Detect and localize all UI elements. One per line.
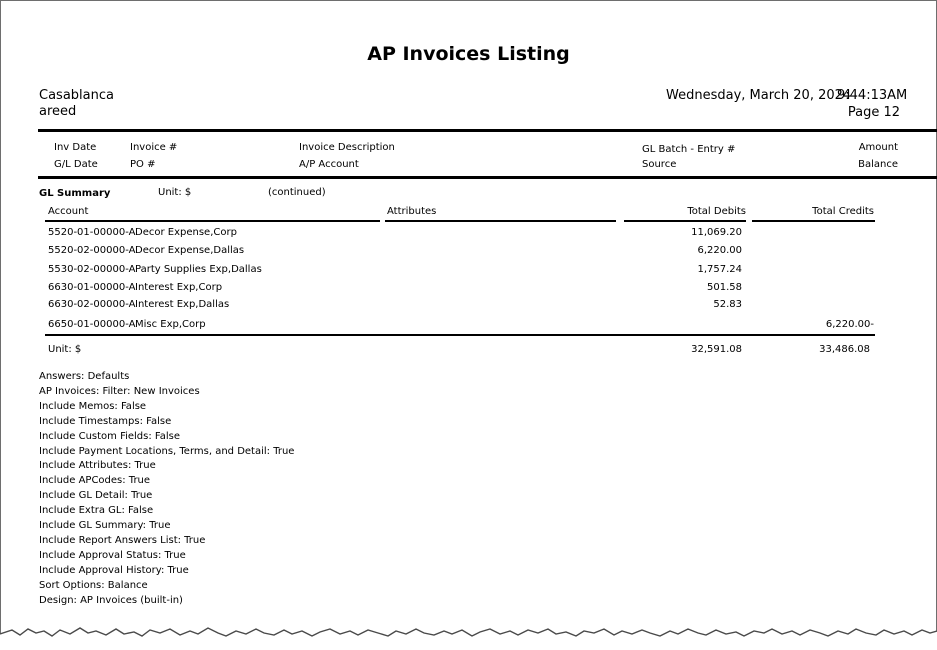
gl-col-debits-underline <box>624 220 746 222</box>
gl-row-account: 6630-01-00000-A <box>48 282 136 293</box>
gl-total-credits: 33,486.08 <box>819 344 870 355</box>
gl-total-debits: 32,591.08 <box>691 344 742 355</box>
col-po-num: PO # <box>130 159 156 170</box>
gl-row-name: Misc Exp,Corp <box>135 319 206 330</box>
answer-line: AP Invoices: Filter: New Invoices <box>39 386 200 397</box>
col-gl-batch: GL Batch - Entry # <box>642 144 736 155</box>
gl-row-debit: 501.58 <box>707 282 742 293</box>
answer-line: Answers: Defaults <box>39 371 130 382</box>
torn-edge <box>0 620 937 650</box>
answer-line: Include GL Summary: True <box>39 520 171 531</box>
col-gl-date: G/L Date <box>54 159 98 170</box>
col-balance: Balance <box>858 159 898 170</box>
gl-row-account: 6650-01-00000-A <box>48 319 136 330</box>
gl-row-name: Interest Exp,Corp <box>135 282 223 293</box>
gl-col-account-underline <box>45 220 380 222</box>
user-name: areed <box>39 104 77 119</box>
gl-total-rule <box>45 334 875 336</box>
answer-line: Include Payment Locations, Terms, and Detail: True <box>39 446 295 457</box>
gl-row-account: 5520-01-00000-A <box>48 227 136 238</box>
col-source: Source <box>642 159 677 170</box>
gl-col-credits-underline <box>752 220 875 222</box>
gl-row-name: Decor Expense,Dallas <box>135 245 245 256</box>
answer-line: Include Approval Status: True <box>39 550 186 561</box>
gl-row-debit: 52.83 <box>713 299 742 310</box>
gl-row-account: 5530-02-00000-A <box>48 264 136 275</box>
answer-line: Include Timestamps: False <box>39 416 172 427</box>
col-ap-account: A/P Account <box>299 159 359 170</box>
answer-line: Include Attributes: True <box>39 460 156 471</box>
col-invoice-num: Invoice # <box>130 142 178 153</box>
report-time: 9:44:13AM <box>837 88 908 103</box>
answer-line: Include APCodes: True <box>39 475 151 486</box>
answer-line: Sort Options: Balance <box>39 580 148 591</box>
gl-row-name: Party Supplies Exp,Dallas <box>135 264 262 275</box>
gl-row-name: Decor Expense,Corp <box>135 227 237 238</box>
gl-col-account: Account <box>48 206 89 217</box>
gl-summary-heading: GL Summary <box>39 188 111 199</box>
report-date: Wednesday, March 20, 2024 <box>666 88 852 103</box>
page-number: Page 12 <box>847 105 900 120</box>
gl-col-credits: Total Credits <box>812 206 874 217</box>
gl-row-debit: 1,757.24 <box>697 264 742 275</box>
gl-row-debit: 11,069.20 <box>691 227 742 238</box>
gl-row-account: 6630-02-00000-A <box>48 299 136 310</box>
gl-col-debits: Total Debits <box>687 206 746 217</box>
header-top-rule <box>38 129 937 132</box>
header-bottom-rule <box>38 176 937 179</box>
report-title: AP Invoices Listing <box>367 43 570 65</box>
gl-col-attributes-underline <box>385 220 616 222</box>
answer-line: Include GL Detail: True <box>39 490 153 501</box>
gl-summary-continued: (continued) <box>268 187 326 198</box>
col-amount: Amount <box>858 142 898 153</box>
answer-line: Include Report Answers List: True <box>39 535 206 546</box>
col-inv-date: Inv Date <box>54 142 97 153</box>
gl-col-attributes: Attributes <box>387 206 437 217</box>
gl-row-debit: 6,220.00 <box>697 245 742 256</box>
answer-line: Include Extra GL: False <box>39 505 154 516</box>
answer-line: Include Approval History: True <box>39 565 189 576</box>
gl-total-label: Unit: $ <box>48 344 82 355</box>
company-name: Casablanca <box>39 88 114 103</box>
gl-row-account: 5520-02-00000-A <box>48 245 136 256</box>
gl-summary-unit: Unit: $ <box>158 187 192 198</box>
answer-line: Include Memos: False <box>39 401 147 412</box>
gl-row-credit: 6,220.00- <box>825 319 874 330</box>
answer-line: Design: AP Invoices (built-in) <box>39 595 183 606</box>
col-invoice-desc: Invoice Description <box>299 142 395 153</box>
answer-line: Include Custom Fields: False <box>39 431 181 442</box>
gl-row-name: Interest Exp,Dallas <box>135 299 230 310</box>
